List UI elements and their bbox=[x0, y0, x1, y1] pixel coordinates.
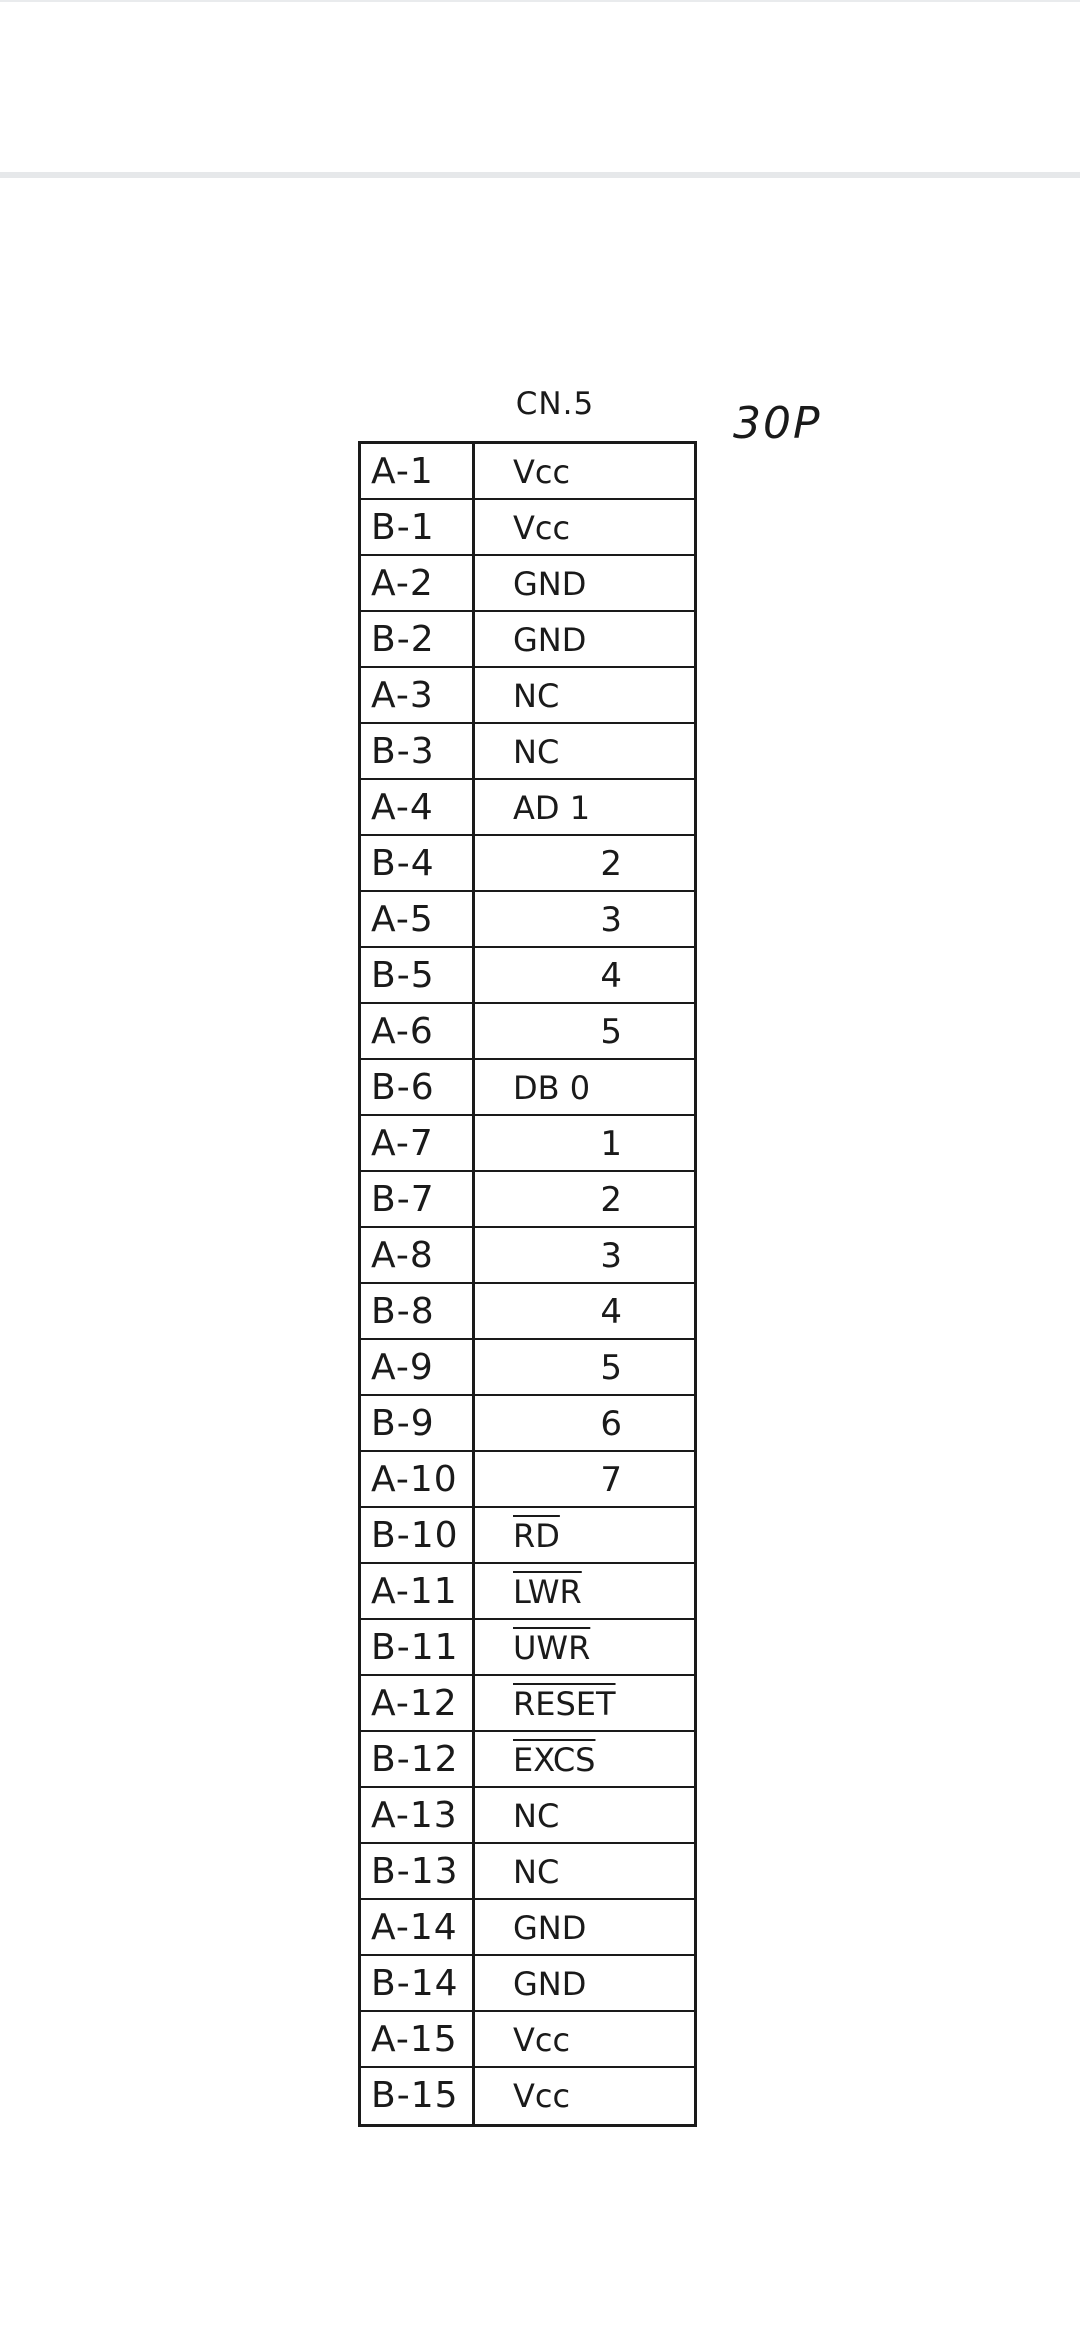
pin-row bbox=[361, 1004, 694, 1060]
pin-number-cell: B-1 bbox=[361, 500, 475, 554]
pin-number-cell: A-8 bbox=[361, 1228, 475, 1282]
pin-signal-cell bbox=[475, 2012, 694, 2066]
pin-row bbox=[361, 1172, 694, 1228]
pin-signal-cell bbox=[475, 1004, 694, 1058]
pin-number-cell: A-12 bbox=[361, 1676, 475, 1730]
pin-count-label: 30P bbox=[733, 398, 822, 449]
pin-signal-label: 4 bbox=[600, 956, 622, 996]
pin-signal-label: GND bbox=[513, 621, 587, 659]
pin-number-cell: B-13 bbox=[361, 1844, 475, 1898]
pin-signal-label: NC bbox=[513, 733, 560, 771]
pin-signal-label: Vcc bbox=[513, 509, 571, 547]
pin-number-cell: A-10 bbox=[361, 1452, 475, 1506]
pin-signal-label: GND bbox=[513, 1965, 587, 2003]
pin-row bbox=[361, 1732, 694, 1788]
pin-number-cell: A-6 bbox=[361, 1004, 475, 1058]
pin-signal-cell bbox=[475, 1116, 694, 1170]
pin-row bbox=[361, 724, 694, 780]
pin-number-cell: B-7 bbox=[361, 1172, 475, 1226]
pin-signal-label: $\overline{RD}$ bbox=[513, 1517, 560, 1555]
pin-row bbox=[361, 1788, 694, 1844]
pin-number-cell: B-2 bbox=[361, 612, 475, 666]
pin-signal-cell bbox=[475, 1676, 694, 1730]
pin-number-cell: B-8 bbox=[361, 1284, 475, 1338]
pin-row bbox=[361, 948, 694, 1004]
pin-row bbox=[361, 1676, 694, 1732]
pin-signal-label: Vcc bbox=[513, 2077, 571, 2115]
pin-row bbox=[361, 836, 694, 892]
pin-signal-label: $\overline{LWR}$ bbox=[513, 1573, 582, 1611]
pin-signal-label: 1 bbox=[600, 1124, 622, 1164]
pin-row bbox=[361, 668, 694, 724]
pin-signal-label: $\overline{UWR}$ bbox=[513, 1629, 591, 1667]
pin-signal-label: NC bbox=[513, 1797, 560, 1835]
pin-signal-label: 2 bbox=[600, 844, 622, 884]
connector-title: CN.5 bbox=[515, 386, 595, 422]
pin-row bbox=[361, 2068, 694, 2124]
pin-row bbox=[361, 1396, 694, 1452]
pin-signal-cell bbox=[475, 836, 694, 890]
pin-number-cell: B-15 bbox=[361, 2068, 475, 2124]
pin-number-cell: A-14 bbox=[361, 1900, 475, 1954]
pin-row bbox=[361, 1116, 694, 1172]
pin-signal-cell bbox=[475, 2068, 694, 2124]
pin-number-cell: B-14 bbox=[361, 1956, 475, 2010]
pin-signal-cell bbox=[475, 724, 694, 778]
pin-row bbox=[361, 1900, 694, 1956]
pin-number-cell: B-3 bbox=[361, 724, 475, 778]
pin-row bbox=[361, 1340, 694, 1396]
pin-number-cell: B-6 bbox=[361, 1060, 475, 1114]
pin-signal-cell bbox=[475, 668, 694, 722]
pin-row bbox=[361, 1508, 694, 1564]
pin-number-cell: A-5 bbox=[361, 892, 475, 946]
pin-row bbox=[361, 1564, 694, 1620]
pin-signal-cell bbox=[475, 780, 694, 834]
pin-signal-label: 6 bbox=[600, 1404, 622, 1444]
pin-signal-label: Vcc bbox=[513, 2021, 571, 2059]
pin-signal-cell bbox=[475, 1900, 694, 1954]
pin-row bbox=[361, 1228, 694, 1284]
pin-number-cell: B-10 bbox=[361, 1508, 475, 1562]
pin-signal-label: 3 bbox=[600, 1236, 622, 1276]
pin-row bbox=[361, 1284, 694, 1340]
pin-number-cell: A-1 bbox=[361, 444, 475, 498]
pin-signal-cell bbox=[475, 1956, 694, 2010]
pin-signal-label: Vcc bbox=[513, 453, 571, 491]
pin-signal-cell bbox=[475, 612, 694, 666]
pin-signal-label: 4 bbox=[600, 1292, 622, 1332]
pin-number-cell: B-4 bbox=[361, 836, 475, 890]
pin-signal-label: RESET bbox=[513, 1685, 616, 1723]
pin-number-cell: B-5 bbox=[361, 948, 475, 1002]
pin-row bbox=[361, 444, 694, 500]
pin-signal-label: GND bbox=[513, 565, 587, 603]
pin-signal-cell bbox=[475, 1508, 694, 1562]
pin-row bbox=[361, 2012, 694, 2068]
pin-row bbox=[361, 500, 694, 556]
pin-row bbox=[361, 1060, 694, 1116]
pin-signal-cell bbox=[475, 1396, 694, 1450]
pin-signal-label: EXCS bbox=[513, 1741, 596, 1779]
pin-number-cell: B-11 bbox=[361, 1620, 475, 1674]
pin-signal-label: NC bbox=[513, 677, 560, 715]
pin-number-cell: B-12 bbox=[361, 1732, 475, 1786]
pin-number-cell: A-2 bbox=[361, 556, 475, 610]
pin-row bbox=[361, 1452, 694, 1508]
pin-signal-cell bbox=[475, 1060, 694, 1114]
pin-signal-label: 7 bbox=[600, 1460, 622, 1500]
pin-signal-cell bbox=[475, 892, 694, 946]
pin-signal-label: DB 0 bbox=[513, 1069, 591, 1107]
pin-row bbox=[361, 556, 694, 612]
pin-signal-label: GND bbox=[513, 1909, 587, 1947]
pin-signal-cell bbox=[475, 1284, 694, 1338]
pin-row bbox=[361, 892, 694, 948]
pin-signal-label: 5 bbox=[600, 1012, 622, 1052]
pin-signal-cell bbox=[475, 1452, 694, 1506]
pin-row bbox=[361, 1620, 694, 1676]
pin-assignment-table bbox=[358, 441, 697, 2127]
pin-signal-label: 2 bbox=[600, 1180, 622, 1220]
pin-signal-label: NC bbox=[513, 1853, 560, 1891]
pin-signal-cell bbox=[475, 1340, 694, 1394]
pin-signal-cell bbox=[475, 1844, 694, 1898]
pin-signal-cell bbox=[475, 1228, 694, 1282]
pin-number-cell: A-13 bbox=[361, 1788, 475, 1842]
pin-signal-cell bbox=[475, 556, 694, 610]
pin-row bbox=[361, 1844, 694, 1900]
pin-signal-cell bbox=[475, 1564, 694, 1618]
pin-signal-cell bbox=[475, 1788, 694, 1842]
pin-number-cell: A-7 bbox=[361, 1116, 475, 1170]
pin-signal-cell bbox=[475, 1732, 694, 1786]
pin-number-cell: A-9 bbox=[361, 1340, 475, 1394]
pin-signal-cell bbox=[475, 948, 694, 1002]
pin-row bbox=[361, 780, 694, 836]
pin-signal-label: 3 bbox=[600, 900, 622, 940]
pin-number-cell: B-9 bbox=[361, 1396, 475, 1450]
pin-number-cell: A-11 bbox=[361, 1564, 475, 1618]
pin-signal-cell bbox=[475, 1620, 694, 1674]
viewer-top-bar bbox=[0, 0, 1080, 178]
pin-number-cell: A-15 bbox=[361, 2012, 475, 2066]
pin-signal-cell bbox=[475, 444, 694, 498]
pin-row bbox=[361, 612, 694, 668]
pin-row bbox=[361, 1956, 694, 2012]
pin-signal-label: AD 1 bbox=[513, 789, 591, 827]
pin-signal-cell bbox=[475, 1172, 694, 1226]
pin-signal-cell bbox=[475, 500, 694, 554]
pin-signal-label: 5 bbox=[600, 1348, 622, 1388]
pin-number-cell: A-4 bbox=[361, 780, 475, 834]
pin-number-cell: A-3 bbox=[361, 668, 475, 722]
